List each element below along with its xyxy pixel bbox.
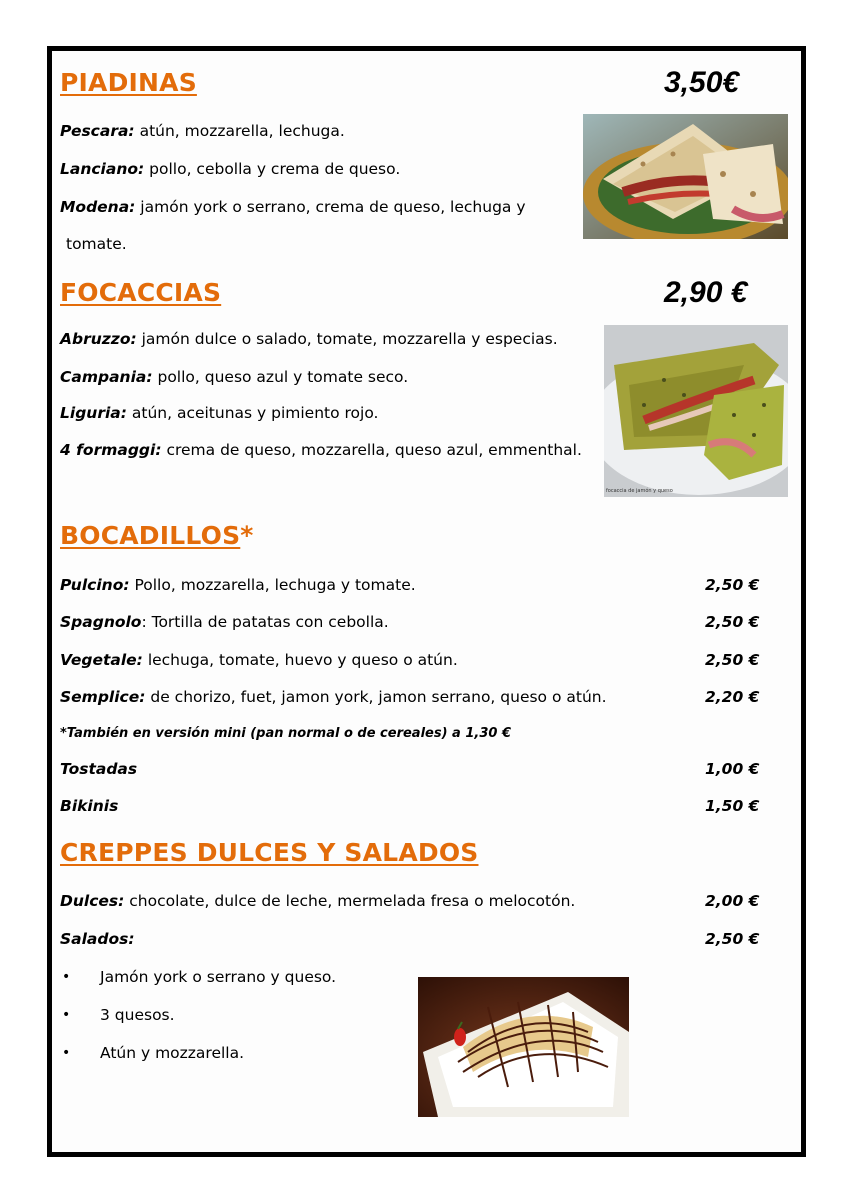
bocadillos-item: [60, 688, 607, 706]
item-name: Modena:: [60, 198, 136, 216]
extra-item-price: 1,50 €: [705, 797, 760, 815]
focaccia-photo: [604, 325, 788, 497]
item-desc: atún, mozzarella, lechuga.: [134, 122, 345, 140]
focaccias-item: [60, 404, 379, 422]
piadinas-item: [60, 160, 400, 178]
bocadillos-item: [60, 651, 458, 669]
item-price: 2,00 €: [705, 892, 760, 910]
item-name: Campania:: [60, 368, 153, 386]
item-desc: : Tortilla de patatas con cebolla.: [141, 613, 389, 631]
item-name: Pulcino:: [60, 576, 130, 594]
piadinas-item: [60, 122, 345, 140]
focaccia-photo-caption: focaccia de jamón y queso: [606, 488, 673, 494]
item-desc: lechuga, tomate, huevo y queso o atún.: [142, 651, 458, 669]
focaccias-price: 2,90 €: [664, 276, 748, 309]
section-title-piadinas: PIADINAS: [60, 68, 197, 97]
item-price: 2,20 €: [705, 688, 760, 706]
item-price: 2,50 €: [705, 651, 760, 669]
item-desc: pollo, cebolla y crema de queso.: [144, 160, 401, 178]
item-name: Liguria:: [60, 404, 127, 422]
extra-item-price: 1,00 €: [705, 760, 760, 778]
extra-item-name: Bikinis: [60, 797, 119, 815]
item-desc: de chorizo, fuet, jamon york, jamon serrano, queso o atún.: [145, 688, 607, 706]
item-desc: chocolate, dulce de leche, mermelada fresa o melocotón.: [124, 892, 576, 910]
section-title-bocadillos: [60, 521, 254, 550]
creppes-item: [60, 892, 575, 910]
focaccias-item: [60, 441, 582, 459]
bocadillos-item: [60, 613, 389, 631]
item-price: 2,50 €: [705, 930, 760, 948]
item-price: 2,50 €: [705, 576, 760, 594]
piadina-photo: [583, 114, 788, 239]
bocadillos-mini-note: *También en versión mini (pan normal o de cereales) a 1,30 €: [60, 726, 511, 741]
crepe-photo: [418, 977, 629, 1117]
bullet-icon: •: [62, 969, 71, 985]
creppe-bullet-item: 3 quesos.: [100, 1006, 175, 1024]
item-desc: jamón york o serrano, crema de queso, lechuga y: [135, 198, 526, 216]
item-name: Vegetale:: [60, 651, 143, 669]
item-name: Dulces:: [60, 892, 125, 910]
item-name: Abruzzo:: [60, 330, 137, 348]
item-desc: pollo, queso azul y tomate seco.: [152, 368, 409, 386]
bocadillos-item: [60, 576, 416, 594]
piadinas-price: 3,50€: [664, 66, 740, 99]
item-name: Lanciano:: [60, 160, 145, 178]
section-title-focaccias: FOCACCIAS: [60, 278, 222, 307]
bocadillos-title: BOCADILLOS: [60, 521, 241, 550]
bullet-icon: •: [62, 1045, 71, 1061]
item-desc: jamón dulce o salado, tomate, mozzarella y especias.: [136, 330, 558, 348]
section-title-creppes: CREPPES DULCES Y SALADOS: [60, 838, 479, 867]
piadinas-item-continuation: tomate.: [66, 235, 127, 253]
focaccias-item: [60, 330, 558, 348]
extra-item-name: Tostadas: [60, 760, 138, 778]
item-price: 2,50 €: [705, 613, 760, 631]
creppes-item: [60, 930, 135, 948]
piadinas-item: [60, 198, 526, 216]
creppe-bullet-item: Atún y mozzarella.: [100, 1044, 245, 1062]
bocadillos-asterisk: *: [240, 521, 254, 550]
bullet-icon: •: [62, 1007, 71, 1023]
item-desc: crema de queso, mozzarella, queso azul, emmenthal.: [161, 441, 582, 459]
focaccias-item: [60, 368, 408, 386]
item-name: Spagnolo: [60, 613, 142, 631]
item-name: 4 formaggi:: [60, 441, 162, 459]
item-name: Pescara:: [60, 122, 135, 140]
item-name: Salados:: [60, 930, 135, 948]
creppe-bullet-item: Jamón york o serrano y queso.: [100, 968, 337, 986]
item-desc: atún, aceitunas y pimiento rojo.: [126, 404, 379, 422]
item-desc: Pollo, mozzarella, lechuga y tomate.: [129, 576, 416, 594]
item-name: Semplice:: [60, 688, 146, 706]
